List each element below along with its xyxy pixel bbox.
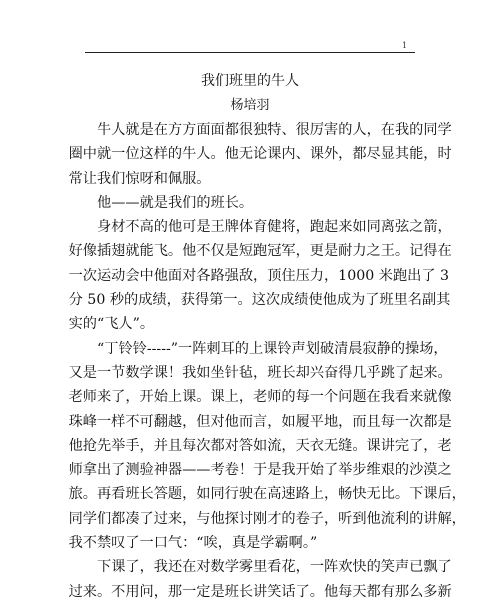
text-line: 一次运动会中他面对各路强敌，顶住压力，1000 米跑出了 3: [68, 267, 450, 284]
paragraph: [68, 555, 452, 604]
article-body: [68, 118, 466, 604]
paragraph: [68, 118, 452, 191]
text-line: 他抢先举手，并且每次都对答如流，天衣无缝。课讲完了，老: [68, 437, 452, 454]
text-line: 分 50 秒的成绩，获得第一。这次成绩使他成为了班里名副其: [68, 292, 451, 309]
text-line: 过来。不用问，那一定是班长讲笑话了。他每天都有那么多新: [68, 583, 452, 600]
text-line: 实的“飞人”。: [68, 316, 155, 333]
text-line: 圈中就一位这样的牛人。他无论课内、课外，都尽显其能，时: [68, 146, 452, 163]
text-line: “丁铃铃-----”一阵刺耳的上课铃声划破清晨寂静的操场，: [97, 340, 448, 357]
text-line: 身材不高的他可是王牌体育健将，跑起来如同离弦之箭，: [97, 219, 452, 236]
text-line: 我不禁叹了一口气：“唉，真是学霸啊。”: [68, 535, 318, 552]
article-title: 我们班里的牛人: [201, 73, 299, 89]
text-line: 同学们都凑了过来，与他探讨刚才的卷子，听到他流利的讲解，: [68, 510, 466, 527]
header-rule: [85, 52, 415, 53]
text-line: 旅。再看班长答题，如同行驶在高速路上，畅快无比。下课后，: [68, 486, 466, 503]
text-line: 牛人就是在方方面面都很独特、很厉害的人，在我的同学: [97, 122, 452, 138]
paragraph: [68, 215, 452, 336]
text-line: 下课了，我还在对数学雾里看花，一阵欢快的笑声已飘了: [97, 559, 452, 576]
text-line: 师拿出了测验神器——考卷！于是我开始了举步维艰的沙漠之: [68, 462, 452, 479]
text-line: 好像插翅就能飞。他不仅是短跑冠军，更是耐力之王。记得在: [68, 243, 452, 260]
text-line: 老师来了，开始上课。课上，老师的每一个问题在我看来就像: [68, 389, 452, 406]
text-line: 又是一节数学课！我如坐针毡，班长却兴奋得几乎跳了起来。: [68, 364, 452, 381]
article-author: 杨培羽: [230, 98, 270, 113]
paragraph: [97, 191, 427, 215]
text-line: 常让我们惊呀和佩服。: [68, 170, 211, 187]
text-line: 他——就是我们的班长。: [97, 194, 254, 211]
text-line: 珠峰一样不可翻越，但对他而言，如履平地，而且每一次都是: [68, 413, 452, 430]
header-mark: 1: [402, 41, 408, 50]
paragraph: [68, 337, 466, 556]
